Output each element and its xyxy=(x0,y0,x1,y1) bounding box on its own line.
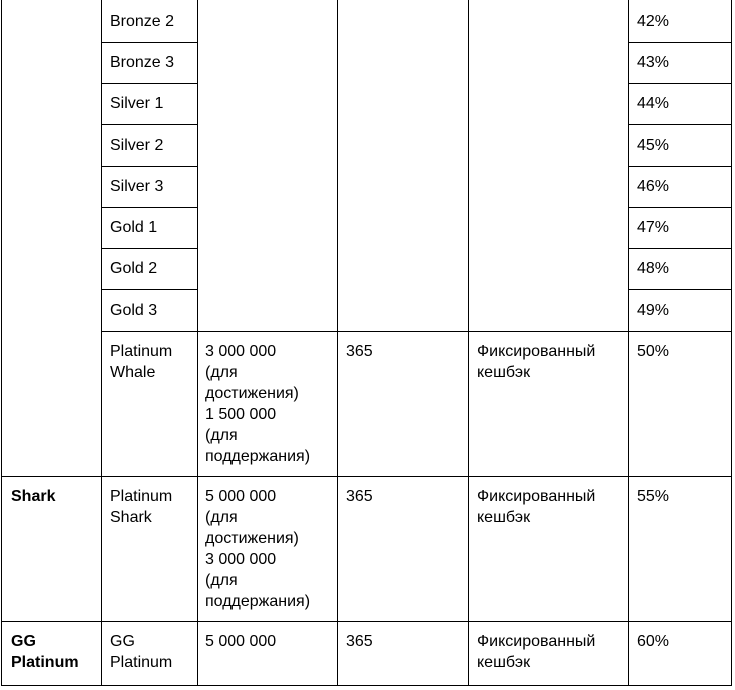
row-divider xyxy=(101,207,198,208)
row-divider xyxy=(1,476,732,477)
column-divider xyxy=(197,331,198,686)
row-divider xyxy=(101,331,732,332)
percent-cell: 46% xyxy=(637,178,670,195)
row-divider xyxy=(628,248,732,249)
percent-cell: 42% xyxy=(637,13,670,30)
level-cell: GG Platinum xyxy=(110,633,173,671)
group-cell: Shark xyxy=(11,488,56,505)
row-divider xyxy=(101,166,198,167)
level-cell: Silver 1 xyxy=(110,95,164,112)
level-cell: Platinum Shark xyxy=(110,488,173,526)
group-cell: GG Platinum xyxy=(11,633,79,671)
amount-cell: 5 000 000 xyxy=(205,633,277,650)
level-cell: Gold 1 xyxy=(110,219,158,236)
table-border-bottom xyxy=(1,685,732,686)
level-cell: Platinum Whale xyxy=(110,343,173,381)
column-divider xyxy=(628,0,629,686)
level-cell: Bronze 3 xyxy=(110,54,175,71)
row-divider xyxy=(101,289,198,290)
row-divider xyxy=(1,621,732,622)
column-divider xyxy=(101,0,102,686)
amount-cell: 3 000 000 (для достижения) 1 500 000 (для поддержания) xyxy=(205,343,311,465)
level-cell: Gold 3 xyxy=(110,302,158,319)
column-divider xyxy=(337,0,338,686)
type-cell: Фиксированный кешбэк xyxy=(477,488,596,526)
table-border-left xyxy=(1,0,2,686)
row-divider xyxy=(101,124,198,125)
row-divider xyxy=(101,83,198,84)
row-divider xyxy=(628,83,732,84)
amount-cell: 5 000 000 (для достижения) 3 000 000 (для поддержания) xyxy=(205,488,311,610)
table-border-right xyxy=(731,0,732,686)
percent-cell: 55% xyxy=(637,488,670,505)
row-divider xyxy=(101,248,198,249)
level-cell: Silver 2 xyxy=(110,137,164,154)
percent-cell: 48% xyxy=(637,260,670,277)
percent-cell: 60% xyxy=(637,633,670,650)
percent-cell: 50% xyxy=(637,343,670,360)
row-divider xyxy=(101,42,198,43)
column-divider xyxy=(468,0,469,686)
row-divider xyxy=(628,289,732,290)
type-cell: Фиксированный кешбэк xyxy=(477,343,596,381)
percent-cell: 44% xyxy=(637,95,670,112)
level-cell: Bronze 2 xyxy=(110,13,175,30)
row-divider xyxy=(628,166,732,167)
percent-cell: 45% xyxy=(637,137,670,154)
level-cell: Gold 2 xyxy=(110,260,158,277)
level-cell: Silver 3 xyxy=(110,178,164,195)
type-cell: Фиксированный кешбэк xyxy=(477,633,596,671)
days-cell: 365 xyxy=(346,633,373,650)
percent-cell: 49% xyxy=(637,302,670,319)
days-cell: 365 xyxy=(346,343,373,360)
row-divider xyxy=(628,42,732,43)
percent-cell: 43% xyxy=(637,54,670,71)
row-divider xyxy=(628,207,732,208)
row-divider xyxy=(628,124,732,125)
days-cell: 365 xyxy=(346,488,373,505)
percent-cell: 47% xyxy=(637,219,670,236)
